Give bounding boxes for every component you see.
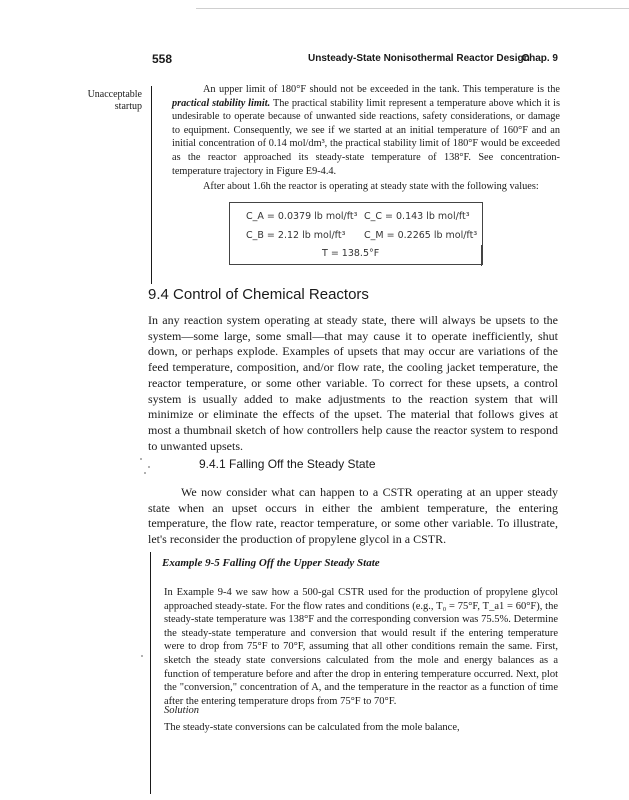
page-number: 558: [152, 52, 173, 66]
subsection-heading: 9.4.1 Falling Off the Steady State: [199, 457, 376, 471]
scan-speck: [148, 466, 150, 468]
value-cc: C_C = 0.143 lb mol/ft³: [364, 211, 470, 222]
top-rule: [196, 8, 629, 9]
intro-paragraph: [172, 83, 560, 178]
value-ca: C_A = 0.0379 lb mol/ft³: [246, 211, 358, 222]
intro-text-after: The practical stability limit represent a temperature above which it is undesirable to operate because of unwanted side reactions, safety considerations, or damage to equipment. Consequently, we see if we started at an initial temperature of 160°F and an initial concentration of 0.14 mol/dm³, the practical stability limit of 180°F would be exceeded as the reactor approached its steady-state temperature of 138°F. See concentration-temperature trajectory in Figure E9-4.4.: [172, 97, 560, 177]
intro-text-before: An upper limit of 180°F should not be exceeded in the tank. This temperature is the: [203, 84, 560, 95]
box-edge-mark: [481, 245, 482, 266]
solution-label: Solution: [164, 705, 200, 716]
section-body: In any reaction system operating at steady state, there will always be upsets to the system—some large, some small—that may cause it to operate inefficiently, shut down, or perhaps explode. Examples of upsets that may occur are variations of the feed temperature, composition, and/or flow rate, the cooling jacket temperature, the reactor temperature, or some other variable. To correct for these upsets, a control system is usually added to make adjustments to the reaction system that will minimize or eliminate the effects of the upset. The material that follows gives at most a thumbnail sketch of how controllers help cause the reactor system to respond to unwanted upsets.: [148, 313, 558, 453]
scan-speck: [141, 655, 143, 657]
margin-note: Unacceptable startup: [87, 89, 142, 112]
value-t: T = 138.5°F: [322, 248, 380, 259]
running-head: Unsteady-State Nonisothermal Reactor Design: [308, 53, 530, 64]
margin-rule: [151, 86, 152, 284]
example-body: In Example 9-4 we saw how a 500-gal CSTR used for the production of propylene glycol approached steady-state. For the flow rates and conditions (e.g., T₀ = 75°F, T_a1 = 60°F), the steady-state temperature was 138°F and the corresponding conversion was 75.5%. Determine the steady-state temperature and conversion that would result if the entering temperature were to drop from 75°F to 70°F, assuming that all other conditions remain the same. First, sketch the steady state conversions calculated from the mole and energy balances as a function of temperature before and after the drop in entering temperature occurred. Next, plot the "conversion," concentration of A, and the temperature in the reactor as a function of time after the entering temperature drops from 75°F to 70°F.: [164, 587, 558, 707]
steady-state-intro: After about 1.6h the reactor is operating at steady state with the following values:: [203, 181, 539, 192]
subsection-body: We now consider what can happen to a CSTR operating at an upper steady state when an upset occurs in either the ambient temperature, the entering temperature, the flow rate, reactor temperature, or some other variable. To illustrate, let's reconsider the production of propylene glycol in a CSTR.: [148, 485, 558, 547]
example-rule: [150, 552, 151, 794]
scan-speck: [144, 472, 146, 474]
value-cm: C_M = 0.2265 lb mol/ft³: [364, 230, 478, 241]
solution-text: The steady-state conversions can be calculated from the mole balance,: [164, 722, 460, 733]
steady-state-values-box: [229, 202, 483, 265]
example-title: Example 9-5 Falling Off the Upper Steady State: [162, 557, 380, 569]
stability-limit-term: practical stability limit.: [172, 97, 271, 109]
section-heading: 9.4 Control of Chemical Reactors: [148, 286, 369, 303]
chapter-label: Chap. 9: [521, 53, 558, 64]
scan-speck: [140, 458, 142, 460]
page-header: [152, 52, 558, 68]
value-cb: C_B = 2.12 lb mol/ft³: [246, 230, 346, 241]
